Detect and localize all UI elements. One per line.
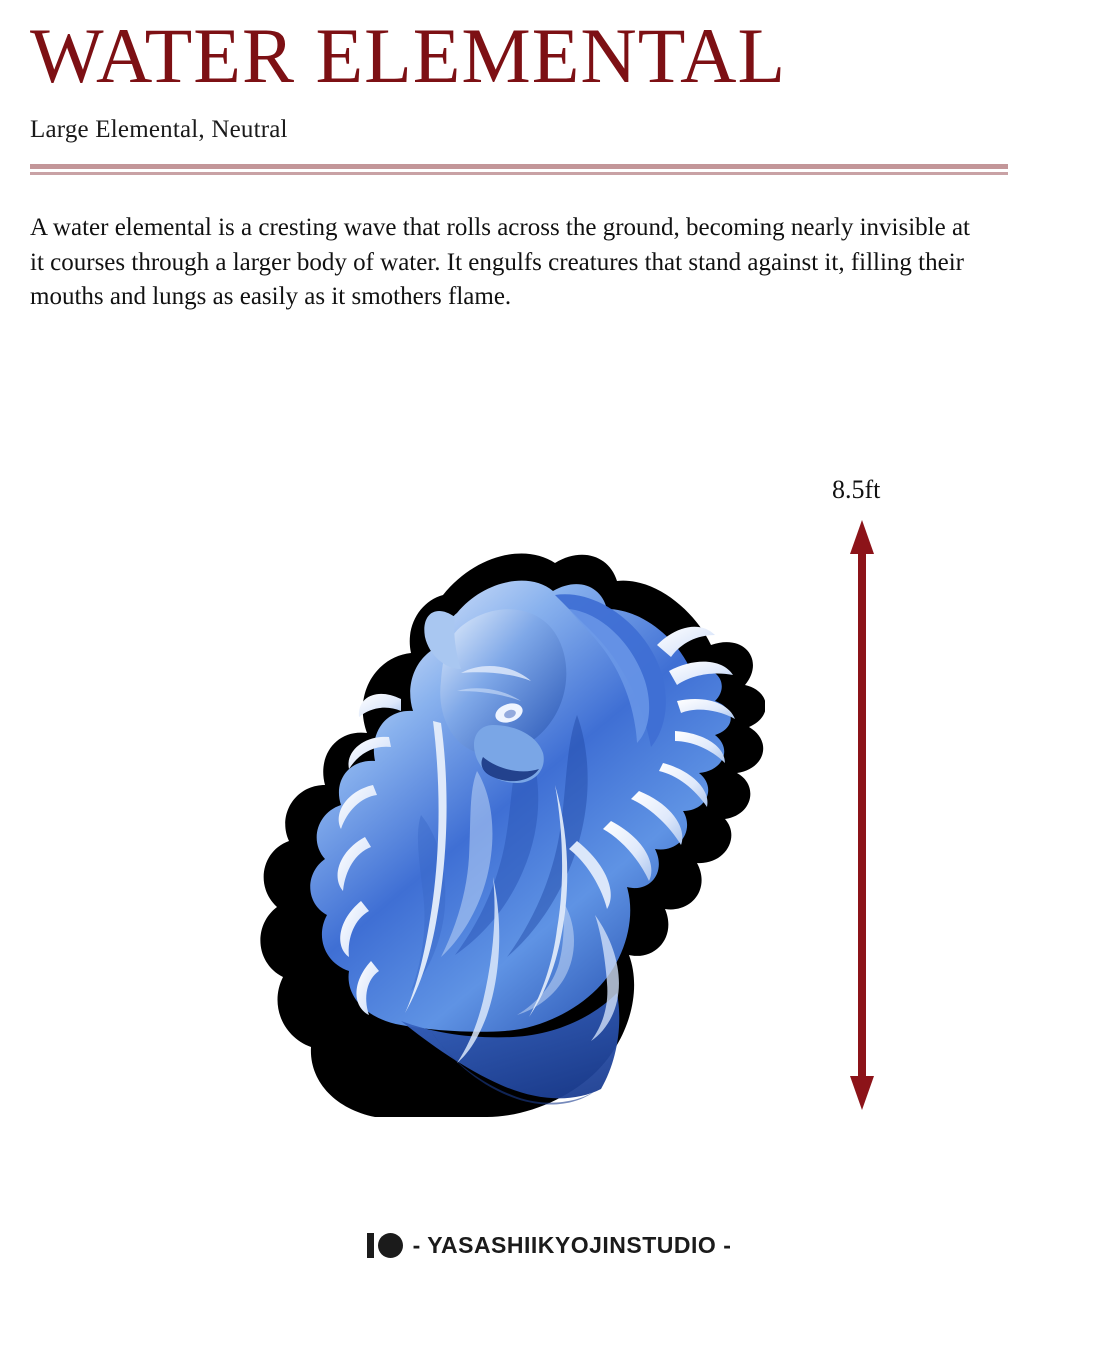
creature-subtype: Large Elemental, Neutral (30, 116, 288, 144)
creature-description: A water elemental is a cresting wave that rolls across the ground, becoming nearly invisible at it courses through a larger body of water. It engulfs creatures that stand against it, filling their mouths and lungs as easily as it smothers flame. (30, 214, 970, 311)
patreon-bar-shape (367, 1233, 374, 1258)
scale-height-label: 8.5ft (832, 475, 881, 504)
footer-credit (0, 1232, 1098, 1259)
divider-line-thin (30, 172, 1008, 175)
divider (30, 164, 1008, 175)
patreon-dot-shape (378, 1233, 403, 1258)
water-elemental-illustration (225, 485, 765, 1145)
scale-indicator (820, 475, 970, 1135)
studio-name-label: - YASASHIIKYOJINSTUDIO - (412, 1232, 732, 1258)
scale-arrow (850, 520, 874, 1110)
page-title: WATER ELEMENTAL (30, 12, 787, 99)
patreon-icon (367, 1233, 403, 1258)
artwork-area (0, 440, 1098, 1180)
